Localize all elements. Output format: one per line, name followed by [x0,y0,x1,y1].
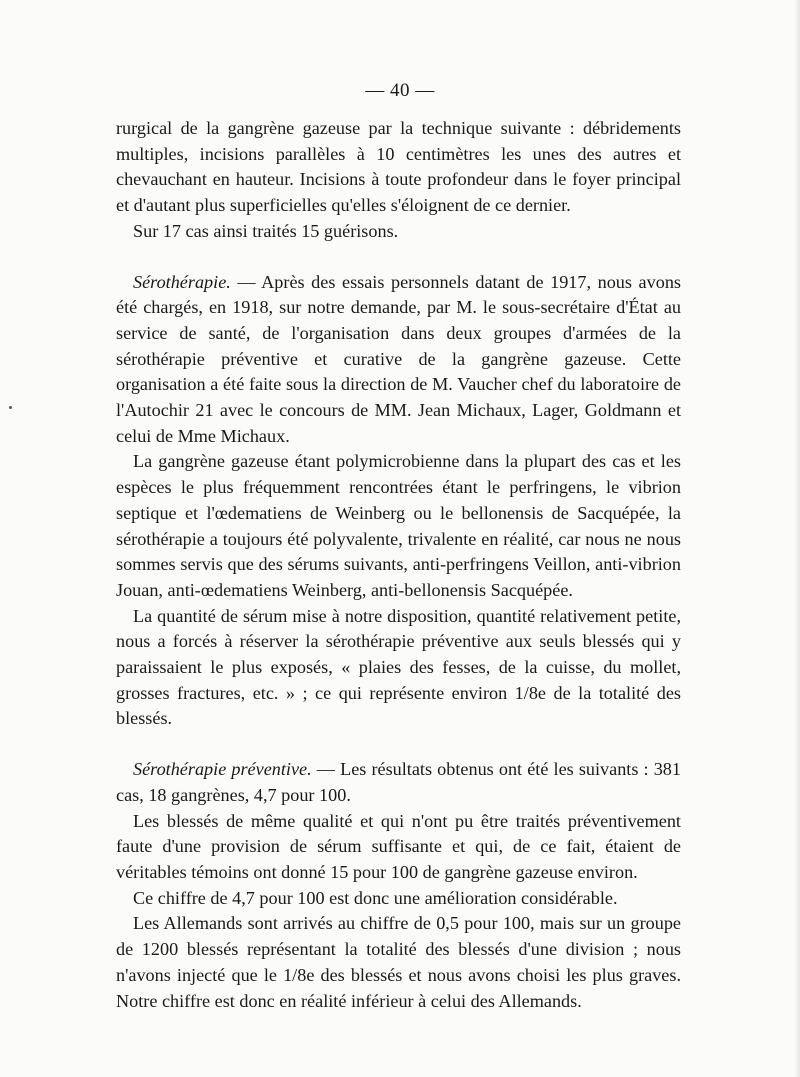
paragraph-polymicrobienne [116,449,681,603]
paragraph-text: La quantité de sérum mise à notre disposition, quantité relativement petite, nous a forcés à réserver la sérothérapie préventive aux seuls blessés qui y paraissaient le plus exposés, « plaies des fesses, de la cuisse, du mollet, grosses fractures, etc. » ; ce qui représente environ 1/8e de la totalité des blessés. [116,605,681,729]
paragraph-quantite-serum [116,604,681,733]
paragraph-serotherapie-preventive [116,757,681,808]
section-heading: Sérothérapie préventive. [133,759,312,780]
paragraph-text: La gangrène gazeuse étant polymicrobienne dans la plupart des cas et les espèces le plus fréquemment rencontrées étant le perfringens, le vibrion septique et l'œdematiens de Weinberg ou le bellonensis de Sacquépée, la sérothérapie a toujours été polyvalente, trivalente en réalité, car nous ne nous sommes servis que des sérums suivants, anti-perfringens Veillon, anti-vibrion Jouan, anti-œdematiens Weinberg, anti-bellonensis Sacquépée. [116,451,681,600]
paragraph-text: Ce chiffre de 4,7 pour 100 est donc une amélioration considérable. [133,887,618,908]
paragraph-text: — Les résultats obtenus ont été les suivants : 381 cas, 18 gangrènes, 4,7 pour 100. [116,759,681,805]
paragraph-text: Sur 17 cas ainsi traités 15 guérisons. [133,220,399,241]
paragraph-text: rurgical de la gangrène gazeuse par la technique suivante : débridements multiples, incisions parallèles à 10 centimètres les unes des autres et chevauchant en hauteur. Incisions à toute profondeur dans le foyer principal et d'autant plus superficielles qu'elles s'éloignent de ce dernier. [116,118,681,216]
paragraph-allemands [116,911,681,1014]
paragraph-text: Les Allemands sont arrivés au chiffre de 0,5 pour 100, mais sur un groupe de 1200 blessés représentant la totalité des blessés d'une division ; nous n'avons injecté que le 1/8e des blessés et nous avons choisi les plus graves. Notre chiffre est donc en réalité inférieur à celui des Allemands. [116,913,681,1011]
section-heading: Sérothérapie. [133,271,231,292]
scan-speck [9,406,12,409]
paragraph-text: Les blessés de même qualité et qui n'ont pu être traités préventivement faute d'une provision de sérum suffisante et qui, de ce fait, étaient de véritables témoins ont donné 15 pour 100 de gangrène gazeuse environ. [116,810,681,882]
paragraph-continuation [116,116,681,219]
scan-edge-shadow [794,0,800,1077]
page-number: — 40 — [365,80,435,101]
paragraph-results [116,219,681,245]
paragraph-temoins [116,809,681,886]
body-text [116,116,681,1014]
paragraph-amelioration [116,886,681,912]
paragraph-text: — Après des essais personnels datant de 1917, nous avons été chargés, en 1918, sur notre demande, par M. le sous-secrétaire d'État au service de santé, de l'organisation dans deux groupes d'armées de la sérothérapie préventive et curative de la gangrène gazeuse. Cette organisation a été faite sous la direction de M. Vaucher chef du laboratoire de l'Autochir 21 avec le concours de MM. Jean Michaux, Lager, Goldmann et celui de Mme Michaux. [116,271,681,446]
paragraph-serotherapie [116,270,681,450]
